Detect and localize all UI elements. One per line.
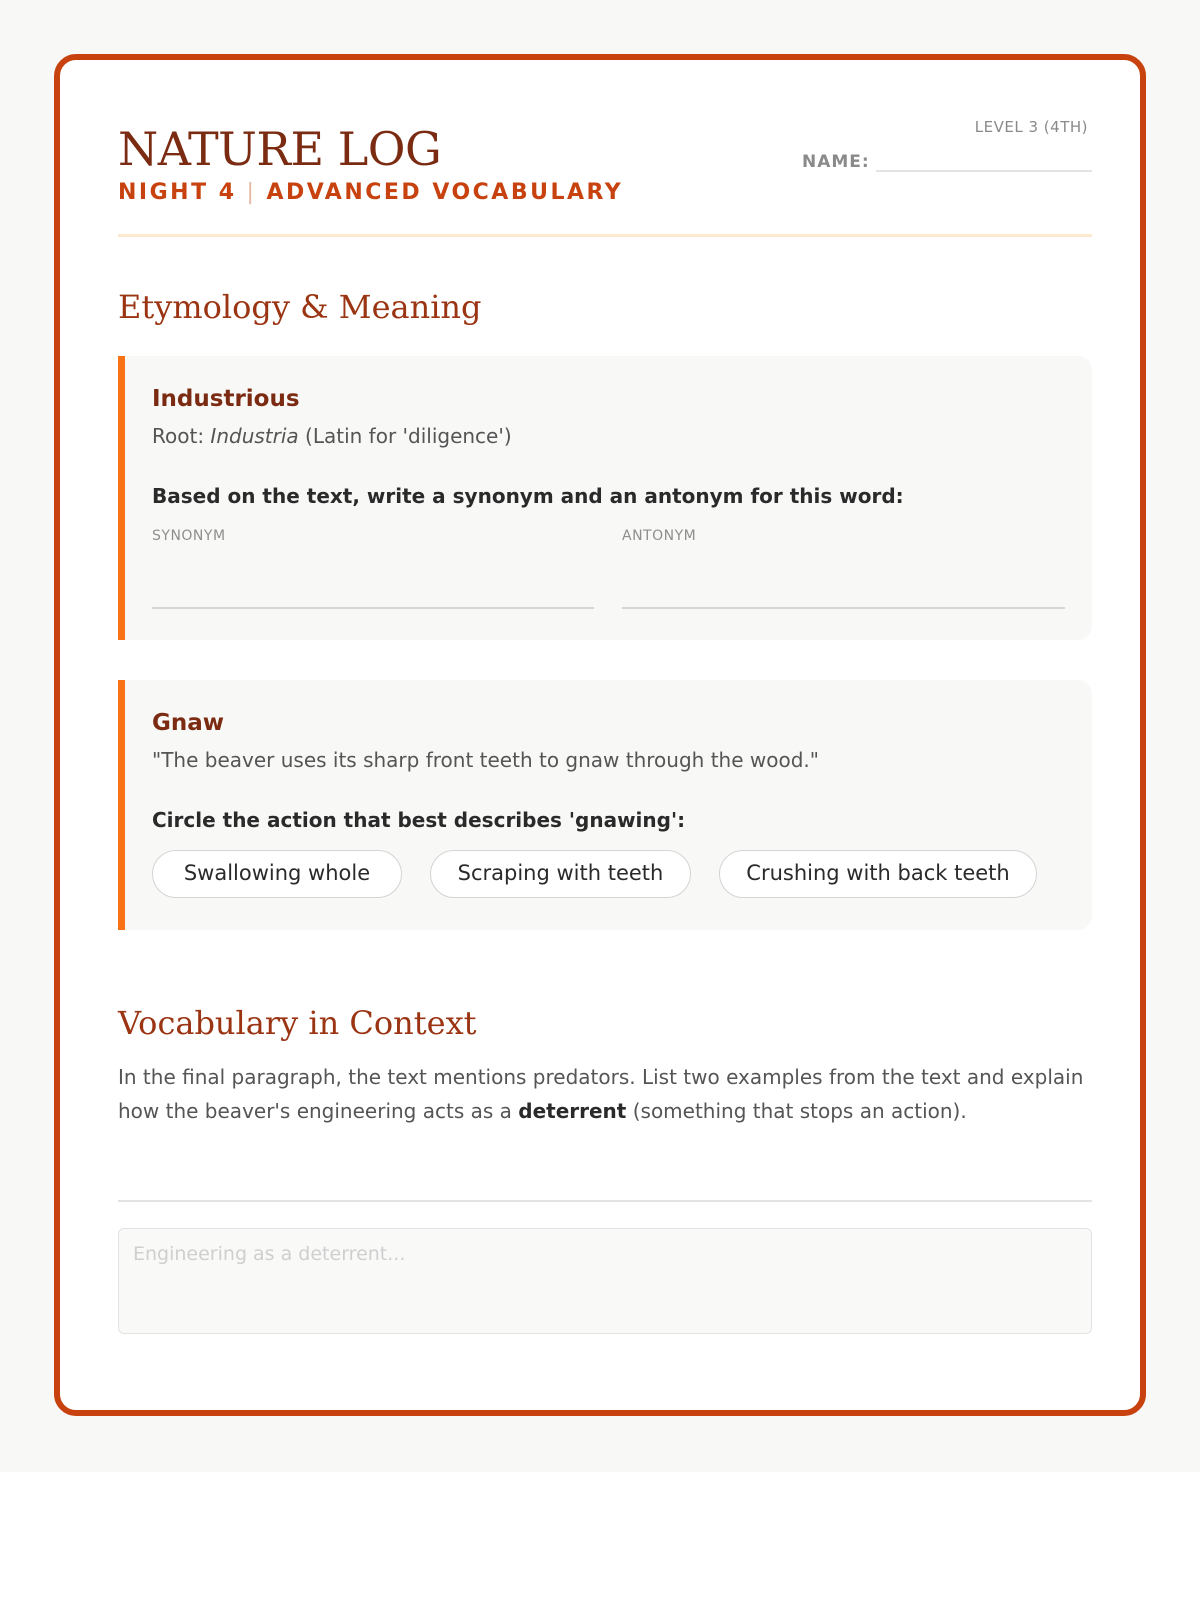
etymology-section-title: Etymology & Meaning xyxy=(118,288,482,326)
option-swallowing-whole[interactable]: Swallowing whole xyxy=(152,850,402,898)
subtitle-separator: | xyxy=(246,180,257,205)
context-section-title: Vocabulary in Context xyxy=(118,1004,477,1042)
worksheet-card xyxy=(54,54,1146,1416)
synonym-label: SYNONYM xyxy=(152,528,226,544)
answer-textarea[interactable] xyxy=(118,1228,1092,1334)
word-title: Industrious xyxy=(152,386,300,412)
page-subtitle xyxy=(118,180,623,205)
word-root xyxy=(152,424,512,448)
antonym-label: ANTONYM xyxy=(622,528,697,544)
vocabulary-label: ADVANCED VOCABULARY xyxy=(266,180,624,205)
root-prefix: Root: xyxy=(152,424,211,448)
option-scraping-with-teeth[interactable]: Scraping with teeth xyxy=(430,850,691,898)
page-title: NATURE LOG xyxy=(118,122,442,176)
night-label: NIGHT 4 xyxy=(118,180,237,205)
name-label: NAME: xyxy=(802,152,870,172)
context-text-end: (something that stops an action). xyxy=(626,1099,967,1123)
context-text-start: In the final paragraph, the text mentions predators. List two examples from the text and explain how the beaver's engineering acts as a xyxy=(118,1065,1084,1123)
root-meaning: (Latin for 'diligence') xyxy=(298,424,512,448)
synonym-antonym-prompt: Based on the text, write a synonym and an antonym for this word: xyxy=(152,484,904,508)
header-divider xyxy=(118,234,1092,237)
antonym-field[interactable] xyxy=(622,607,1065,609)
context-bold-term: deterrent xyxy=(518,1099,627,1123)
name-field[interactable] xyxy=(876,170,1092,172)
word-title: Gnaw xyxy=(152,710,225,736)
word-card-gnaw xyxy=(118,680,1092,930)
root-word: Industria xyxy=(210,424,299,448)
word-card-industrious xyxy=(118,356,1092,640)
option-crushing-with-back-teeth[interactable]: Crushing with back teeth xyxy=(719,850,1037,898)
context-instructions xyxy=(118,1060,1092,1128)
synonym-field[interactable] xyxy=(152,607,594,609)
answer-line[interactable] xyxy=(118,1200,1092,1202)
word-quote: "The beaver uses its sharp front teeth to gnaw through the wood." xyxy=(152,748,819,772)
gnaw-prompt: Circle the action that best describes 'gnawing': xyxy=(152,808,686,832)
level-badge: LEVEL 3 (4TH) xyxy=(974,118,1088,136)
